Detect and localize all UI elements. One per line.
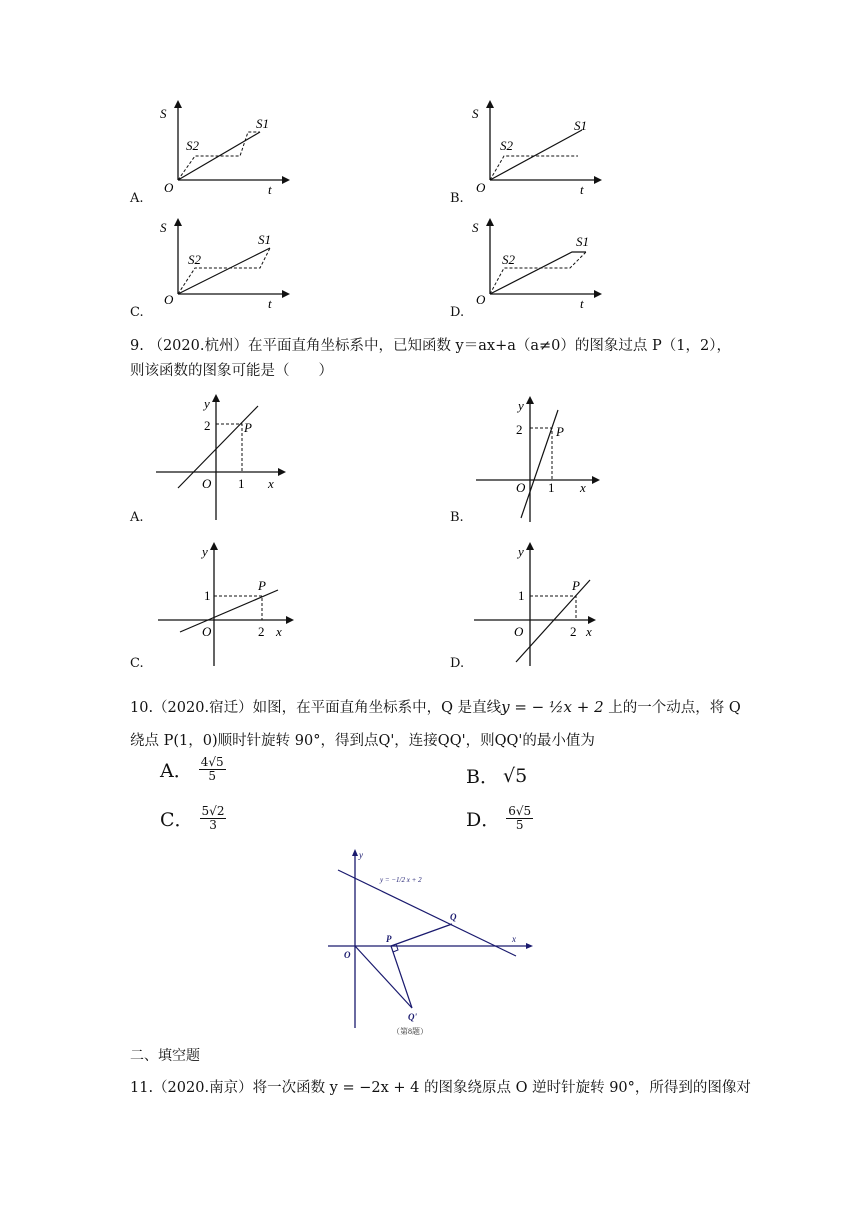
origin-label: O — [476, 292, 486, 307]
x-tick-label: 2 — [258, 624, 265, 639]
y-tick-label: 2 — [204, 418, 211, 433]
y-tick-label: 1 — [204, 588, 211, 603]
x-tick-label: 2 — [570, 624, 577, 639]
q10-option-c[interactable] — [160, 805, 226, 832]
denominator: 3 — [209, 818, 217, 832]
origin-label: O — [344, 950, 351, 960]
q8-option-a-letter[interactable]: A. — [130, 191, 144, 206]
q10-option-a[interactable] — [160, 756, 226, 783]
q8-graph-a — [150, 100, 290, 200]
x-axis-label: x — [268, 476, 274, 491]
y-axis-label: y — [359, 850, 363, 860]
q8-graph-d — [462, 218, 602, 311]
q10-option-d[interactable] — [466, 805, 533, 832]
x-axis-label: x — [580, 480, 586, 495]
q8-option-b-letter[interactable]: B. — [450, 191, 464, 206]
x-axis-label: x — [586, 624, 592, 639]
point-p-label: P — [244, 420, 252, 435]
x-axis-label: x — [276, 624, 282, 639]
origin-label: O — [476, 180, 486, 195]
q9-graph-d — [470, 540, 620, 670]
origin-label: O — [164, 180, 174, 195]
q9-option-d-letter[interactable]: D. — [450, 656, 465, 671]
y-axis-label: y — [518, 544, 524, 559]
q9-stem-line2: 则该函数的图象可能是（ ） — [130, 363, 333, 379]
option-value: √5 — [502, 764, 528, 787]
y-axis-label: y — [518, 398, 524, 413]
origin-label: O — [514, 624, 524, 639]
point-q-label: Q — [450, 912, 457, 922]
q8-graph-b — [462, 100, 602, 200]
option-fraction — [199, 756, 226, 783]
line-equation-label: y = −1/2 x + 2 — [380, 876, 422, 884]
s1-label: S1 — [256, 116, 269, 131]
s2-label: S2 — [500, 138, 513, 153]
s2-label: S2 — [188, 252, 201, 267]
point-q-prime-label: Q' — [408, 1012, 417, 1022]
y-axis-label: y — [202, 544, 208, 559]
x-tick-label: 1 — [548, 480, 555, 495]
q9-graph-a — [150, 392, 290, 522]
denominator: 5 — [208, 769, 217, 783]
x-tick-label: 1 — [238, 476, 245, 491]
q9-graph-b — [470, 394, 610, 524]
y-axis-label: y — [204, 396, 210, 411]
s2-label: S2 — [186, 138, 199, 153]
option-fraction — [506, 805, 533, 832]
x-axis-label: t — [268, 296, 272, 311]
y-axis-label: S — [160, 220, 167, 235]
q10-stem-line1-a: 10.（2020.宿迁）如图，在平面直角坐标系中，Q 是直线 — [130, 700, 502, 716]
q10-stem-line2: 绕点 P(1，0)顺时针旋转 90°，得到点Q'，连接QQ'，则QQ'的最小值为 — [130, 733, 595, 749]
y-axis-label: S — [160, 106, 167, 121]
q9-option-b-letter[interactable]: B. — [450, 510, 464, 525]
q8-option-d-letter[interactable]: D. — [450, 305, 465, 320]
q8-option-c-letter[interactable]: C. — [130, 305, 144, 320]
q9-stem-line1: 9. （2020.杭州）在平面直角坐标系中，已知函数 y＝ax+a（a≠0）的图象过点 P（1，2）， — [130, 338, 731, 354]
numerator: 5√2 — [201, 804, 225, 818]
option-letter: D． — [466, 809, 501, 831]
s1-label: S1 — [574, 118, 587, 133]
s2-label: S2 — [502, 252, 515, 267]
q10-option-b[interactable] — [466, 762, 527, 789]
origin-label: O — [202, 624, 212, 639]
numerator: 4√5 — [200, 755, 224, 769]
section-title-fill-in: 二、填空题 — [130, 1048, 200, 1064]
x-axis-label: t — [580, 296, 584, 311]
point-p-label: P — [556, 424, 564, 439]
s1-label: S1 — [258, 232, 271, 247]
point-p-label: P — [258, 578, 266, 593]
origin-label: O — [164, 292, 174, 307]
q9-graph-c — [150, 540, 300, 670]
point-p-label: P — [572, 578, 580, 593]
q8-graph-c — [150, 218, 290, 311]
q10-stem-line1-b: 上的一个动点，将 Q — [603, 700, 741, 716]
q11-stem: 11.（2020.南京）将一次函数 y = −2x + 4 的图象绕原点 O 逆时针旋转 90°，所得到的图像对 — [130, 1080, 751, 1096]
option-letter: A． — [160, 760, 193, 782]
option-fraction — [200, 805, 227, 832]
y-tick-label: 2 — [516, 422, 523, 437]
figure-caption: （第8题） — [392, 1027, 428, 1036]
origin-label: O — [516, 480, 526, 495]
q9-option-c-letter[interactable]: C. — [130, 656, 144, 671]
q10-figure — [326, 848, 546, 1038]
y-axis-label: S — [472, 220, 479, 235]
point-p-label: P — [386, 934, 392, 944]
q10-line-equation: y = − ½x + 2 — [501, 698, 604, 716]
option-letter: C． — [160, 809, 194, 831]
s1-label: S1 — [576, 234, 589, 249]
q9-option-a-letter[interactable]: A. — [130, 510, 144, 525]
x-axis-label: t — [268, 182, 272, 197]
x-axis-label: t — [580, 182, 584, 197]
numerator: 6√5 — [508, 804, 532, 818]
option-letter: B． — [466, 766, 499, 788]
y-axis-label: S — [472, 106, 479, 121]
origin-label: O — [202, 476, 212, 491]
x-axis-label: x — [512, 934, 516, 944]
denominator: 5 — [515, 818, 524, 832]
y-tick-label: 1 — [518, 588, 525, 603]
q10-stem-line1 — [130, 697, 741, 718]
